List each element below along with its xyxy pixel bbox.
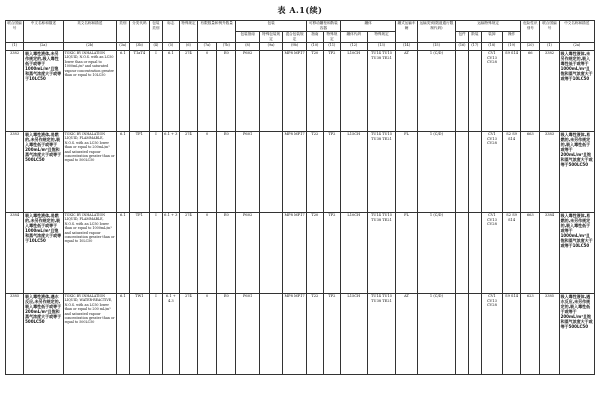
ts-loading: CV1 CV13 CV28 bbox=[481, 132, 502, 213]
col-number: (13) bbox=[367, 43, 396, 51]
header-class-code: 分类代码 bbox=[129, 21, 149, 43]
tank-special-provision: TP2 bbox=[323, 294, 340, 375]
col-number: (7a) bbox=[197, 43, 216, 51]
col-number: (18) bbox=[481, 43, 502, 51]
tank-instruction: T20 bbox=[306, 51, 323, 132]
hazard-id: 623 bbox=[521, 294, 540, 375]
excepted-quantity: E0 bbox=[217, 51, 236, 132]
class-code: TF1 bbox=[129, 213, 149, 294]
limited-quantity: 0 bbox=[197, 132, 216, 213]
un-number: 3384 bbox=[6, 213, 24, 294]
label: 6.1 + 3 bbox=[162, 132, 179, 213]
class: 6.1 bbox=[116, 51, 129, 132]
excepted-quantity: E0 bbox=[217, 132, 236, 213]
header-portable-tanks: 可移动罐柜和散装容器 bbox=[306, 21, 340, 32]
col-number: (14) bbox=[396, 43, 417, 51]
ts-package bbox=[456, 213, 469, 294]
tank-code: L10CH bbox=[340, 213, 367, 294]
header-ts-operation: 操作 bbox=[503, 32, 521, 43]
transport-category: 1 (C/D) bbox=[417, 51, 455, 132]
packing-instruction: P601 bbox=[236, 132, 259, 213]
packing-group: I bbox=[150, 213, 163, 294]
ts-bulk bbox=[468, 51, 481, 132]
hazard-id: 66 bbox=[521, 51, 540, 132]
table-row bbox=[6, 51, 595, 132]
limited-quantity: 0 bbox=[197, 294, 216, 375]
excepted-quantity: E0 bbox=[217, 294, 236, 375]
hazard-id: 663 bbox=[521, 213, 540, 294]
limited-quantity: 0 bbox=[197, 213, 216, 294]
name-en: TOXIC BY INHALATION LIQUID, N.O.S. with an LC50 lower than or equal to 1000mL/m³ and saturated vapour concentration greater than or equal to 10LC50 bbox=[63, 51, 116, 132]
table-row bbox=[6, 132, 595, 213]
tank-code: L15CH bbox=[340, 294, 367, 375]
header-packing-instruction: 包装指南 bbox=[236, 32, 259, 43]
packing-instruction: P601 bbox=[236, 294, 259, 375]
packing-special bbox=[259, 51, 282, 132]
header-name-en: 英文名称和描述 bbox=[63, 21, 116, 43]
col-number: (15) bbox=[417, 43, 455, 51]
col-number: (19) bbox=[503, 43, 521, 51]
ts-loading: CV1 CV13 CV28 bbox=[481, 51, 502, 132]
transport-category: 1 (C/D) bbox=[417, 213, 455, 294]
col-number: (20) bbox=[521, 43, 540, 51]
header-tank: 罐体 bbox=[340, 21, 395, 32]
tank-special: TU14 TU15 TU38 TE21 bbox=[367, 213, 396, 294]
col-number: (12) bbox=[340, 43, 367, 51]
tank-special: TU14 TU15 TU38 TE21 bbox=[367, 294, 396, 375]
un-number: 3382 bbox=[6, 51, 24, 132]
header-special-provisions: 特殊规定 bbox=[179, 21, 197, 43]
header-un-no: 联合国编号 bbox=[6, 21, 24, 43]
name-cn-repeat: 吸入毒性液体,易燃的,未另作规定的,吸入毒性低于或等于200mL/m³且饱和蒸气浓度大于或等于500LC50 bbox=[559, 132, 594, 213]
tank-special-provision: TP2 bbox=[323, 51, 340, 132]
header-class: 类别 bbox=[116, 21, 129, 43]
ts-bulk bbox=[468, 213, 481, 294]
ts-package bbox=[456, 132, 469, 213]
ts-operation: S2 S9 S14 bbox=[503, 213, 521, 294]
header-mixed-packing: 混合包装规定 bbox=[283, 32, 306, 43]
table-row bbox=[6, 213, 595, 294]
name-cn-repeat: 吸入毒性液体,未另作规定的,吸入毒性低于或等于1000mL/m³且饱和蒸气浓度大于或等于10LC50 bbox=[559, 51, 594, 132]
col-number: (17) bbox=[468, 43, 481, 51]
un-number-repeat: 3385 bbox=[540, 294, 559, 375]
special-provision: 274 bbox=[179, 51, 197, 132]
name-en: TOXIC BY INHALATION LIQUID, FLAMMABLE, N.O.S. with an LC50 lower than or equal to 1000mL/m³ and saturated vapour concentration greater than or equal to 10LC50 bbox=[63, 213, 116, 294]
label: 6.1 + 3 bbox=[162, 213, 179, 294]
page-title: 表 A.1(续) bbox=[277, 5, 323, 15]
class-code: TW1 bbox=[129, 294, 149, 375]
col-number: (1) bbox=[6, 43, 24, 51]
ts-package bbox=[456, 294, 469, 375]
packing-group: I bbox=[150, 294, 163, 375]
ts-operation: S2 S9 S14 bbox=[503, 132, 521, 213]
limited-quantity: 0 bbox=[197, 51, 216, 132]
tank-special: TU14 TU15 TU38 TE21 bbox=[367, 132, 396, 213]
mixed-packing: MP8 MP17 bbox=[283, 294, 306, 375]
header-hazard-id: 危险性识别号 bbox=[521, 21, 540, 43]
header-name-cn-repeat: 中文名称和描述 bbox=[559, 21, 594, 43]
header-pt-instruction: 指南 bbox=[306, 32, 323, 43]
vehicle-tank: FL bbox=[396, 213, 417, 294]
header-packing-group: 包装类别 bbox=[150, 21, 163, 43]
un-number-repeat: 3384 bbox=[540, 213, 559, 294]
header-labels: 标志 bbox=[162, 21, 179, 43]
col-number: (1) bbox=[540, 43, 559, 51]
column-number-row bbox=[6, 43, 595, 51]
header-tank-special: 特殊规定 bbox=[367, 32, 396, 43]
ts-loading: CV1 CV13 CV28 bbox=[481, 294, 502, 375]
vehicle-tank: FL bbox=[396, 132, 417, 213]
name-cn-repeat: 吸入毒性液体,易燃的,未另作规定的,吸入毒性低于或等于1000mL/m³且饱和蒸气浓度大于或等于10LC50 bbox=[559, 213, 594, 294]
un-number-repeat: 3383 bbox=[540, 132, 559, 213]
mixed-packing: MP8 MP17 bbox=[283, 132, 306, 213]
class-code: TF1 bbox=[129, 132, 149, 213]
special-provision: 274 bbox=[179, 132, 197, 213]
class: 6.1 bbox=[116, 132, 129, 213]
special-provision: 274 bbox=[179, 213, 197, 294]
transport-category: 1 (C/D) bbox=[417, 294, 455, 375]
label: 6.1 + 4.3 bbox=[162, 294, 179, 375]
tank-special-provision: TP2 bbox=[323, 132, 340, 213]
col-number: (4) bbox=[150, 43, 163, 51]
header-pt-special: 特殊规定 bbox=[323, 32, 340, 43]
vehicle-tank: AT bbox=[396, 294, 417, 375]
class: 6.1 bbox=[116, 213, 129, 294]
tank-special: TU14 TU15 TU38 TE21 bbox=[367, 51, 396, 132]
ts-operation: S9 S14 bbox=[503, 294, 521, 375]
packing-instruction: P602 bbox=[236, 213, 259, 294]
name-en: TOXIC BY INHALATION LIQUID, WATER-REACTIVE, N.O.S. with an LC50 lower than or equal to 200 mL/m³ and saturated vapour concentration greater than or equal to 500LC50 bbox=[63, 294, 116, 375]
name-cn: 吸入毒性液体,未另作规定的,吸入毒性低于或等于1000mL/m³且饱和蒸气浓度大于或等于10LC50 bbox=[24, 51, 63, 132]
label: 6.1 bbox=[162, 51, 179, 132]
mixed-packing: MP8 MP17 bbox=[283, 51, 306, 132]
packing-group: I bbox=[150, 132, 163, 213]
name-cn-repeat: 吸入毒性液体,遇水反应,未另作规定的,吸入毒性低于或等于200mL/m³且饱和蒸气浓度大于或等于500LC50 bbox=[559, 294, 594, 375]
tank-special-provision: TP2 bbox=[323, 213, 340, 294]
col-number: (3a) bbox=[116, 43, 129, 51]
col-number: (2a) bbox=[559, 43, 594, 51]
header-ts-package: 包件 bbox=[456, 32, 469, 43]
class-code: T1aT4 bbox=[129, 51, 149, 132]
special-provision: 274 bbox=[179, 294, 197, 375]
header-ts-loading: 装卸 bbox=[481, 32, 502, 43]
tank-instruction: T22 bbox=[306, 294, 323, 375]
header-packing: 包装 bbox=[236, 21, 306, 32]
vehicle-tank: AT bbox=[396, 51, 417, 132]
col-number: (3b) bbox=[129, 43, 149, 51]
packing-special bbox=[259, 213, 282, 294]
header-tank-code: 罐体代码 bbox=[340, 32, 367, 43]
un-number: 3383 bbox=[6, 132, 24, 213]
col-number: (2b) bbox=[63, 43, 116, 51]
col-number: (9a) bbox=[259, 43, 282, 51]
header-ts-bulk: 散装 bbox=[468, 32, 481, 43]
col-number: (8) bbox=[236, 43, 259, 51]
name-cn: 吸入毒性液体,遇水反应,未另作规定的,吸入毒性低于或等于200mL/m³且饱和蒸气浓度大于或等于500LC50 bbox=[24, 294, 63, 375]
col-number: (7b) bbox=[217, 43, 236, 51]
header-un-no-repeat: 联合国编号 bbox=[540, 21, 559, 43]
tank-code: L15CH bbox=[340, 132, 367, 213]
hazard-id: 663 bbox=[521, 132, 540, 213]
tank-instruction: T20 bbox=[306, 213, 323, 294]
tank-code: L10CH bbox=[340, 51, 367, 132]
ts-bulk bbox=[468, 132, 481, 213]
header-limited-excepted: 有限数量和例外数量 bbox=[197, 21, 235, 43]
col-number: (16) bbox=[456, 43, 469, 51]
ts-package bbox=[456, 51, 469, 132]
table-row bbox=[6, 294, 595, 375]
dangerous-goods-table bbox=[5, 20, 595, 375]
table-body bbox=[6, 51, 595, 375]
excepted-quantity: E0 bbox=[217, 213, 236, 294]
ts-operation: S9 S14 bbox=[503, 51, 521, 132]
packing-group: I bbox=[150, 51, 163, 132]
header-name-cn: 中文名称和描述 bbox=[24, 21, 63, 43]
header-vehicle-tank: 罐式运输车辆 bbox=[396, 21, 417, 43]
packing-instruction: P602 bbox=[236, 51, 259, 132]
ts-loading: CV1 CV13 CV28 bbox=[481, 213, 502, 294]
name-en: TOXIC BY INHALATION LIQUID, FLAMMABLE, N.O.S. with an LC50 lower than or equal to 200mL/m³ and saturated vapour concentration greater than or equal to 500LC50 bbox=[63, 132, 116, 213]
un-number: 3385 bbox=[6, 294, 24, 375]
packing-special bbox=[259, 294, 282, 375]
col-number: (10) bbox=[306, 43, 323, 51]
col-number: (11) bbox=[323, 43, 340, 51]
col-number: (2a) bbox=[24, 43, 63, 51]
name-cn: 吸入毒性液体,易燃的,未另作规定的,吸入毒性低于或等于1000mL/m³且饱和蒸气浓度大于或等于10LC50 bbox=[24, 213, 63, 294]
name-cn: 吸入毒性液体,易燃的,未另作规定的,吸入毒性低于或等于200mL/m³且饱和蒸气浓度大于或等于500LC50 bbox=[24, 132, 63, 213]
header-transport-special: 运输特殊规定 bbox=[456, 21, 521, 32]
tank-instruction: T22 bbox=[306, 132, 323, 213]
un-number-repeat: 3382 bbox=[540, 51, 559, 132]
col-number: (5) bbox=[162, 43, 179, 51]
ts-bulk bbox=[468, 294, 481, 375]
transport-category: 1 (C/D) bbox=[417, 132, 455, 213]
mixed-packing: MP8 MP17 bbox=[283, 213, 306, 294]
col-number: (6) bbox=[179, 43, 197, 51]
col-number: (9b) bbox=[283, 43, 306, 51]
header-packing-special: 特殊包装规定 bbox=[259, 32, 282, 43]
packing-special bbox=[259, 132, 282, 213]
header-transport-category: 运输类别(隧道通行限制代码) bbox=[417, 21, 455, 43]
class: 6.1 bbox=[116, 294, 129, 375]
